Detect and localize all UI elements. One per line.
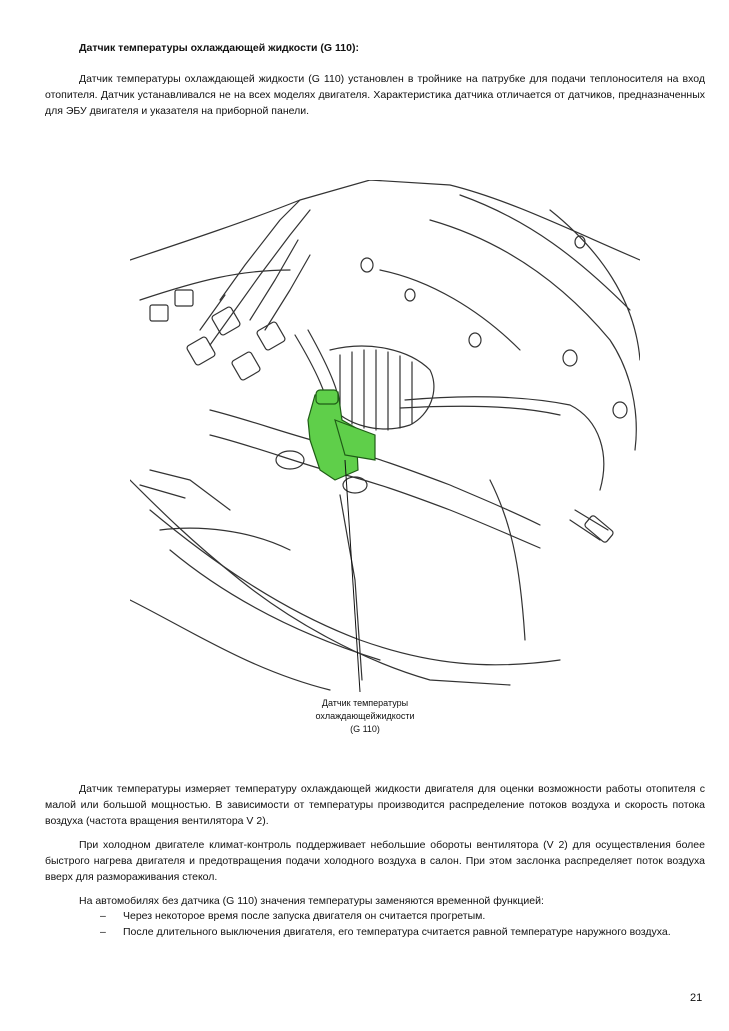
caption-line: охлаждающейжидкости (315, 711, 415, 721)
bullet-marker: – (100, 926, 106, 938)
section-heading: Датчик температуры охлаждающей жидкости (G 110): (79, 42, 359, 54)
coolant-sensor-highlight (308, 390, 375, 480)
caption-line: (G 110) (350, 724, 380, 734)
engine-bay-illustration (130, 180, 640, 700)
list-item (45, 925, 705, 940)
page-number: 21 (690, 992, 703, 1004)
list-item-text: Через некоторое время после запуска двигателя он считается прогретым. (123, 910, 486, 922)
intro-paragraph: Датчик температуры охлаждающей жидкости (G 110) установлен в тройнике на патрубке для подачи теплоносителя на вход отопителя. Датчик устанавливался не на всех моделях двигателя. Характеристика датчика отличается от датчиков, предназначенных для ЭБУ двигателя и указателя на приборной панели. (45, 73, 705, 117)
bullet-marker: – (100, 910, 106, 922)
list-item (45, 909, 705, 924)
paragraph-sensor-function: Датчик температуры измеряет температуру охлаждающей жидкости двигателя для оценки возможности работы отопителя с малой или большой мощностью. В зависимости от температуры производится распределение потоков воздуха и скорость потока воздуха (частота вращения вентилятора V 2). (45, 783, 705, 827)
bullet-list (45, 909, 705, 941)
paragraph-cold-engine: При холодном двигателе климат-контроль поддерживает небольшие обороты вентилятора (V 2) для осуществления более быстрого нагрева двигателя и предотвращения подачи холодного воздуха в салон. При этом заслонка распределяет поток воздуха вверх для размораживания стекол. (45, 839, 705, 883)
list-lead-text: На автомобилях без датчика (G 110) значения температуры заменяются временной функцией: (79, 895, 544, 907)
list-item-text: После длительного выключения двигателя, его температура считается равной температуре наружного воздуха. (123, 926, 671, 938)
figure-caption (300, 697, 430, 736)
caption-line: Датчик температуры (321, 698, 409, 708)
